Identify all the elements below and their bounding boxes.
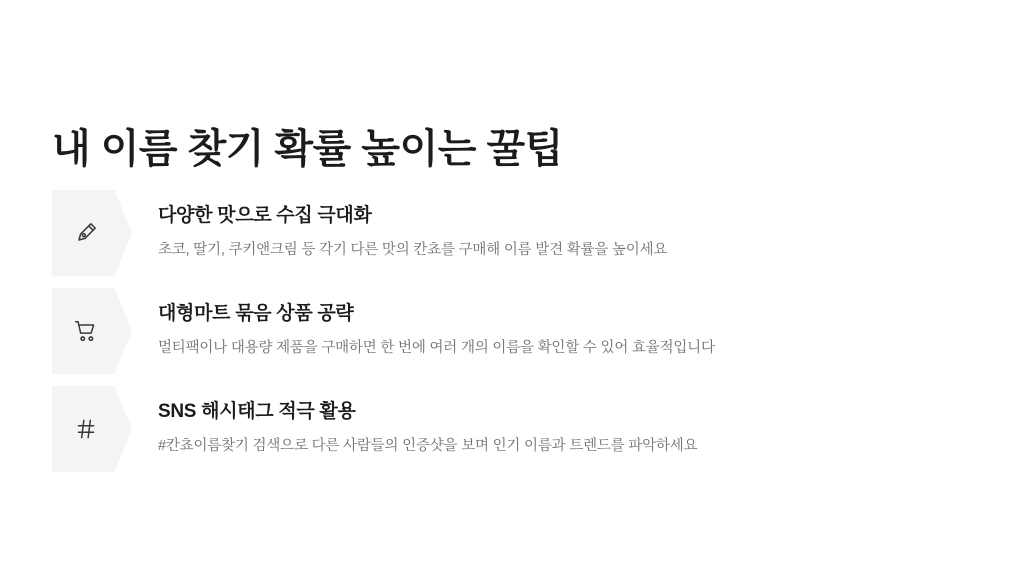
pen-nib-icon: [73, 220, 99, 246]
list-item: [52, 386, 972, 480]
tip-body: [132, 190, 972, 261]
tip-body: [132, 288, 972, 359]
tip-heading: SNS 해시태그 적극 활용: [158, 401, 356, 422]
tip-heading: 대형마트 묶음 상품 공략: [158, 303, 354, 324]
tip-description: 멀티팩이나 대용량 제품을 구매하면 한 번에 여러 개의 이름을 확인할 수 있어 효율적입니다: [158, 339, 715, 356]
tip-description: 초코, 딸기, 쿠키앤크림 등 각기 다른 맛의 칸쵸를 구매해 이름 발견 확률을 높이세요: [158, 241, 668, 258]
tip-marker: [52, 288, 132, 374]
list-item: [52, 190, 972, 284]
tip-body: [132, 386, 972, 457]
hashtag-icon: [73, 416, 99, 442]
shopping-cart-icon: [73, 318, 99, 344]
tip-description: #칸쵸이름찾기 검색으로 다른 사람들의 인증샷을 보며 인기 이름과 트렌드를 파악하세요: [158, 437, 698, 454]
tips-list: [52, 190, 972, 484]
page-title: 내 이름 찾기 확률 높이는 꿀팁: [52, 126, 563, 171]
tip-heading: 다양한 맛으로 수집 극대화: [158, 205, 372, 226]
tip-marker: [52, 386, 132, 472]
list-item: [52, 288, 972, 382]
tip-marker: [52, 190, 132, 276]
